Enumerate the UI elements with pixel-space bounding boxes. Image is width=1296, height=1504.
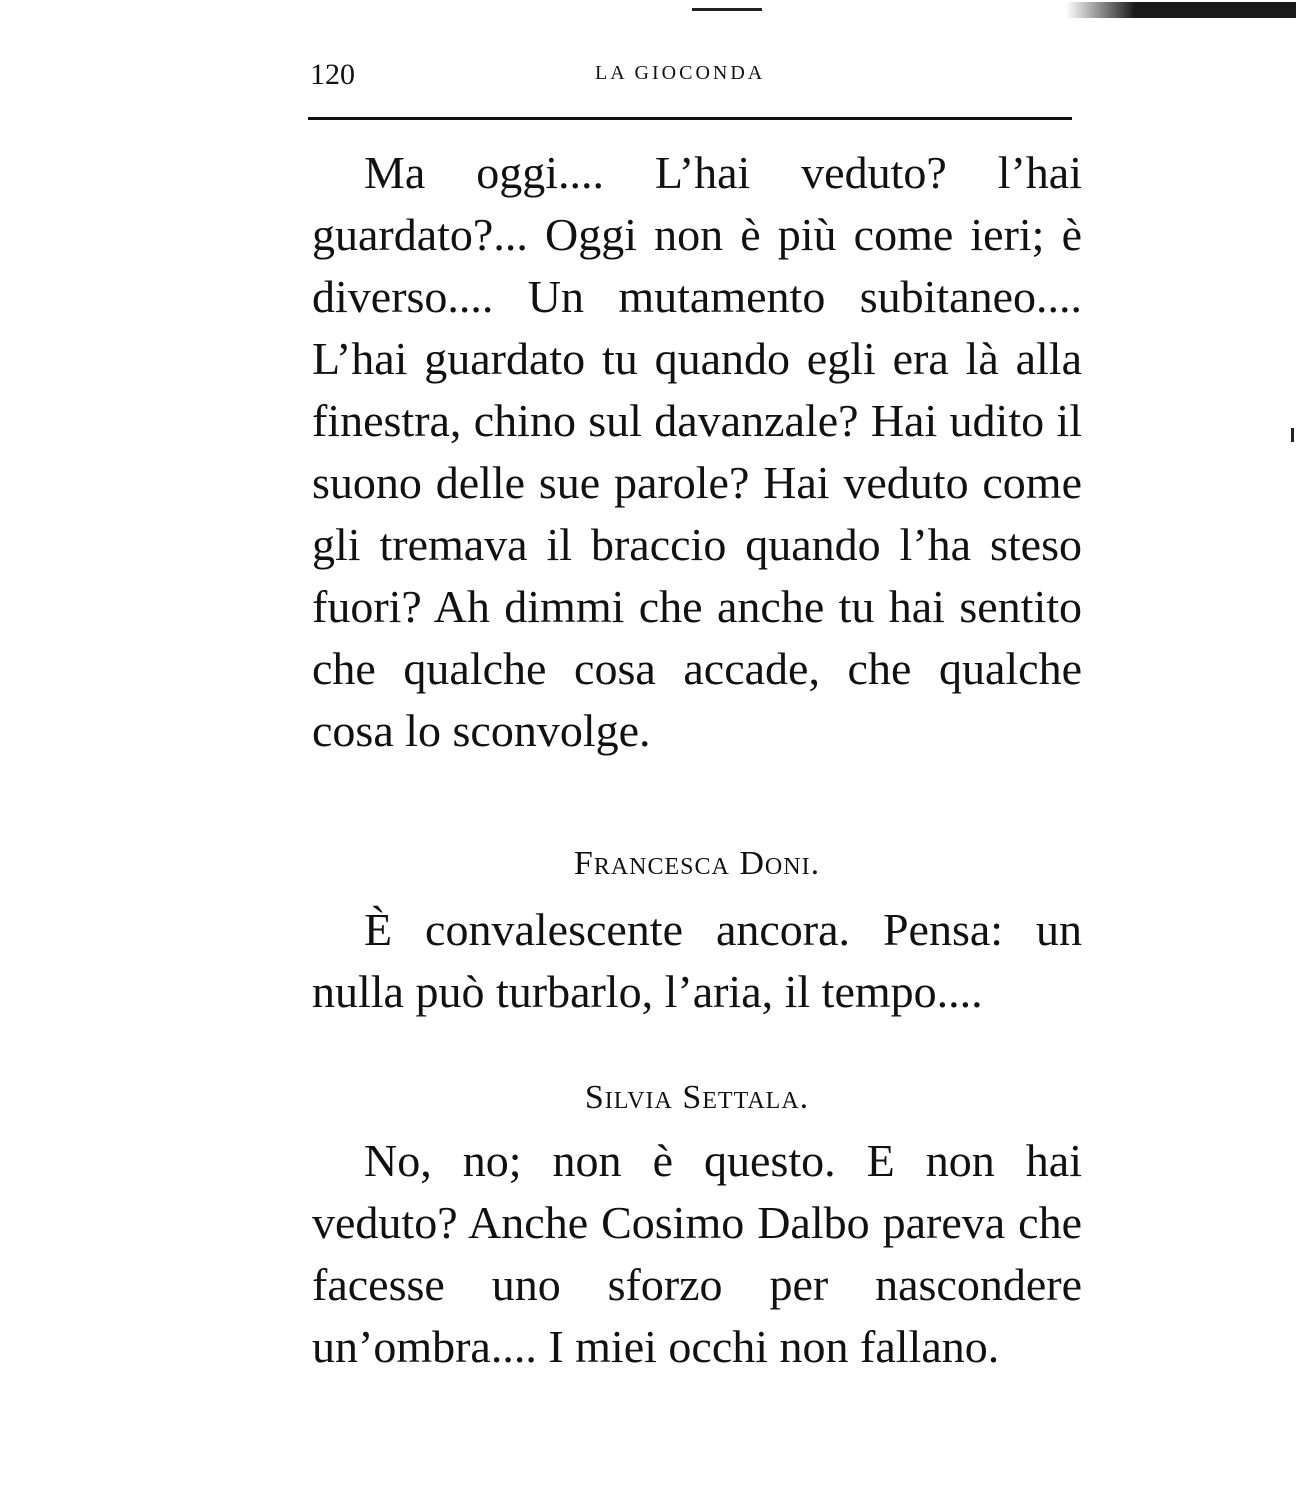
speech-text-2: È convalescente ancora. Pensa: un nulla può turbarlo, l’aria, il tempo.... <box>312 904 1082 1017</box>
speech-text-1: Ma oggi.... L’hai veduto? l’hai guardato?... Oggi non è più come ieri; è diverso.... Un mutamento subitaneo.... L’hai guardato tu quando egli era là alla finestra, chino sul davanzale? Hai udito il suono delle sue parole? Hai veduto come gli tremava il braccio quando l’ha steso fuori? Ah dimmi che anche tu hai sentito che qualche cosa accade, che qualche cosa lo sconvolge. <box>312 147 1082 756</box>
running-title: LA GIOCONDA <box>595 62 766 84</box>
speaker-name-1: Francesca Doni. <box>573 845 821 882</box>
speech-paragraph <box>312 1130 1082 1378</box>
speech-paragraph <box>312 899 1082 1023</box>
header-rule <box>308 117 1072 120</box>
speaker-name-2: Silvia Settala. <box>584 1079 810 1116</box>
page-number: 120 <box>310 58 355 91</box>
speech-text-3: No, no; non è questo. E non hai veduto? Anche Cosimo Dalbo pareva che facesse uno sforzo per nascondere un’ombra.... I miei occhi non fallano. <box>312 1135 1082 1372</box>
scan-artifact-top-right <box>1066 2 1296 18</box>
speech-paragraph <box>312 142 1082 762</box>
scan-artifact-right-margin <box>1291 428 1294 442</box>
running-head <box>310 56 1070 96</box>
scan-artifact-top-center <box>692 8 762 11</box>
